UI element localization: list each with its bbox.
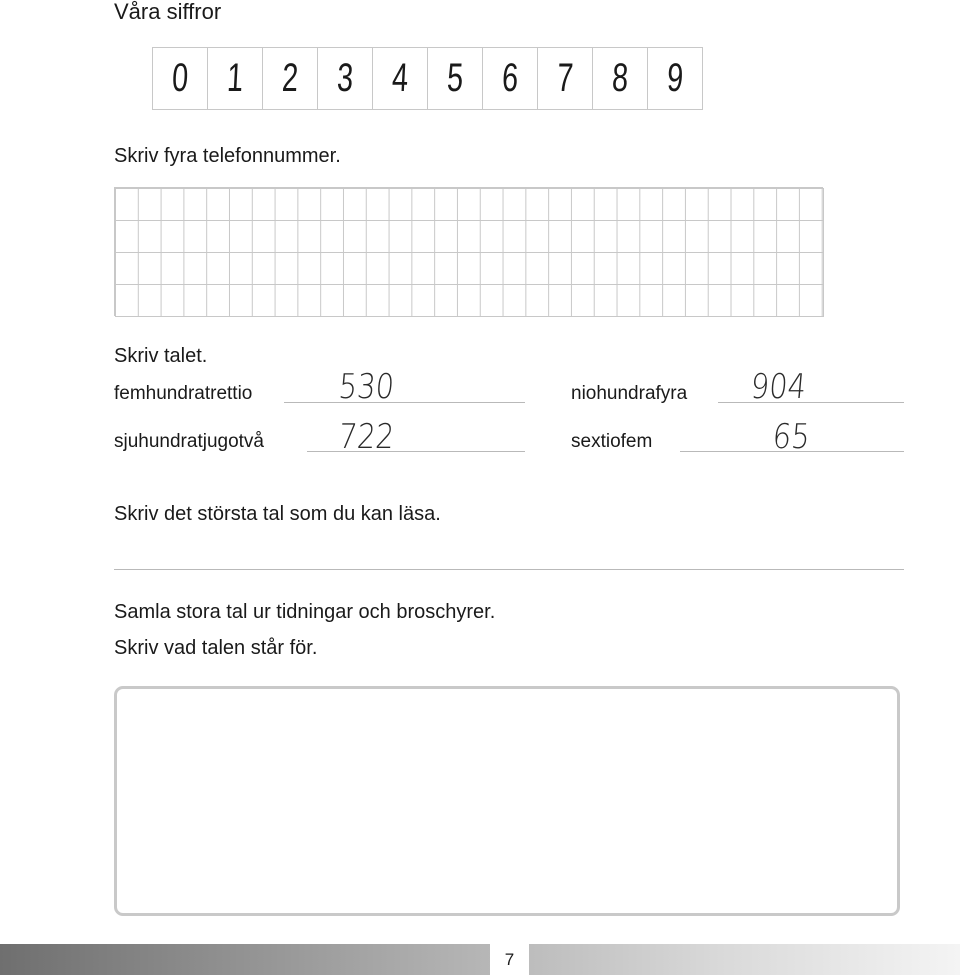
number-word-label: sjuhundratjugotvå: [114, 431, 264, 452]
digit-table: [152, 47, 703, 110]
handwritten-answer: 904: [749, 367, 808, 407]
number-word-label: sextiofem: [571, 431, 653, 452]
digit-cell: [208, 48, 263, 110]
largest-number-line[interactable]: [114, 569, 904, 570]
digit-cell: [318, 48, 373, 110]
digit-7: 7: [555, 56, 575, 100]
page-title: Våra siffror: [114, 0, 222, 24]
phone-instruction: Skriv fyra telefonnummer.: [114, 145, 341, 167]
handwritten-answer: 530: [337, 367, 396, 407]
handwritten-answer: 65: [771, 417, 812, 457]
answer-line[interactable]: [718, 402, 904, 403]
digit-cell: [648, 48, 703, 110]
digit-cell: [483, 48, 538, 110]
digit-1: 1: [225, 56, 245, 100]
number-word-label: femhundratrettio: [114, 383, 253, 404]
digit-cell: [263, 48, 318, 110]
digit-2: 2: [280, 56, 300, 100]
number-instruction: Skriv talet.: [114, 345, 208, 367]
digit-cell: [428, 48, 483, 110]
handwritten-answer: 722: [337, 417, 396, 457]
answer-line[interactable]: [284, 402, 525, 403]
collect-instruction-line1: Samla stora tal ur tidningar och broschyrer.: [114, 601, 496, 623]
digit-cell: [373, 48, 428, 110]
digit-cell: [538, 48, 593, 110]
collect-instruction-line2: Skriv vad talen står för.: [114, 637, 318, 659]
writing-box[interactable]: [114, 686, 900, 916]
digit-8: 8: [610, 56, 630, 100]
phone-number-grid[interactable]: [114, 187, 823, 316]
digit-6: 6: [500, 56, 520, 100]
digit-4: 4: [390, 56, 410, 100]
number-word-label: niohundrafyra: [571, 383, 688, 404]
digit-0: 0: [170, 56, 190, 100]
footer-bar: [0, 944, 960, 975]
digit-3: 3: [335, 56, 355, 100]
digit-5: 5: [445, 56, 465, 100]
page-number: 7: [490, 944, 529, 975]
digit-cell: [153, 48, 208, 110]
digit-9: 9: [665, 56, 685, 100]
digit-cell: [593, 48, 648, 110]
largest-number-instruction: Skriv det största tal som du kan läsa.: [114, 503, 441, 525]
